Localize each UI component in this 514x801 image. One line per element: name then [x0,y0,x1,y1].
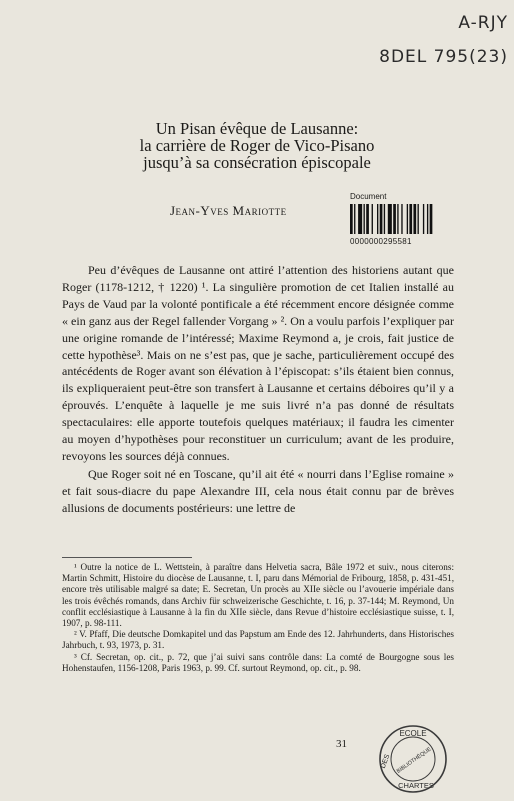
paragraph-1: Peu d’évêques de Lausanne ont attiré l’attention des historiens autant que Roger (1178-1212, † 1220) ¹. La singulière promotion de cet Italien installé au Pays de Vaud par la volonté pontificale a été récemment encore désignée comme « ein ganz aus der Regel fallender Vorgang » ². On a voulu parfois l’expliquer par une origine romande de l’intéressé; Maxime Reymond a, je crois, fait justice de cette hypothèse³. Mais on ne s’est pas, que je sache, particulièrement occupé des antécédents de Roger avant son élévation à l’épiscopat: s’ils étaient bien connus, ils expliqueraient peut-être son transfert à Lausanne et certains déboires qu’il y a éprouvés. L’enquête à laquelle je me suis livré n’a pas donné de résultats spectaculaires: elle apporte toutefois quelques matériaux; il faudra les cimenter au moyen d’hypothèses pour reconstituer un curriculum; avant de les produire, revoyons les sources déjà connues. [62,263,454,463]
paragraph-2: Que Roger soit né en Toscane, qu’il ait été « nourri dans l’Eglise romaine » et fait sous-diacre du pape Alexandre III, cela nous était connu par de brèves allusions de documents postérieurs: une lettre de [62,466,454,515]
stamp-top-text: ECOLE [399,729,427,738]
stamp-left-text: DES [379,753,392,770]
barcode-caption: Document [350,192,387,201]
title-line-1: Un Pisan évêque de Lausanne: [155,119,359,138]
stamp-center-text: BIBLIOTHÈQUE [395,746,433,775]
stamp-bottom-text: CHARTES [398,781,434,790]
title-line-3: jusqu’à sa consécration épiscopale [143,153,371,172]
footnote-1: ¹ Outre la notice de L. Wettstein, à paraître dans Helvetia sacra, Bâle 1972 et suiv., nous citerons: Martin Schmitt, Histoire du diocèse de Lausanne, t. I, paru dans Mémorial de Fribourg, 1858, p. 431-451, encore très utilisable malgré sa date; E. Secretan, Un procès au XIIe siècle ou l’avouerie impériale dans les trois évêchés romands, dans Archiv für schweizerische Geschichte, t. 16, p. 37-144; M. Reymond, Un conflit ecclésiastique à Lausanne à la fin du XIIe siècle, dans Revue d’histoire ecclésiastique suisse, t. I, 1907, p. 98-111. [62,562,454,629]
shelfmark-line-1: A-RJY [458,13,508,33]
footnotes [62,562,454,674]
title-line-2: la carrière de Roger de Vico-Pisano [139,136,375,155]
main-text [62,262,454,518]
footnote-3: ³ Cf. Secretan, op. cit., p. 72, que j’ai suivi sans contrôle dans: La comté de Bourgogne sous les Hohenstaufen, 1156-1208, Paris 1963, p. 99. Cf. surtout Reymond, op. cit., p. 98. [62,651,454,673]
footnote-2: ² V. Pfaff, Die deutsche Domkapitel und das Papstum am Ende des 12. Jahrhunderts, dans Historisches Jahrbuch, t. 93, 1973, p. 31. [62,629,454,651]
page-number: 31 [336,738,347,750]
barcode-label [350,192,458,246]
barcode-icon [350,204,458,234]
shelfmark-line-2: 8DEL 795(23) [379,47,508,67]
article-title [0,120,514,171]
footnote-separator [62,557,192,558]
library-stamp [376,722,450,796]
author-name: Jean-Yves Mariotte [170,203,287,218]
barcode-number: 0000000295581 [350,237,412,246]
handwritten-shelfmark [358,6,508,74]
